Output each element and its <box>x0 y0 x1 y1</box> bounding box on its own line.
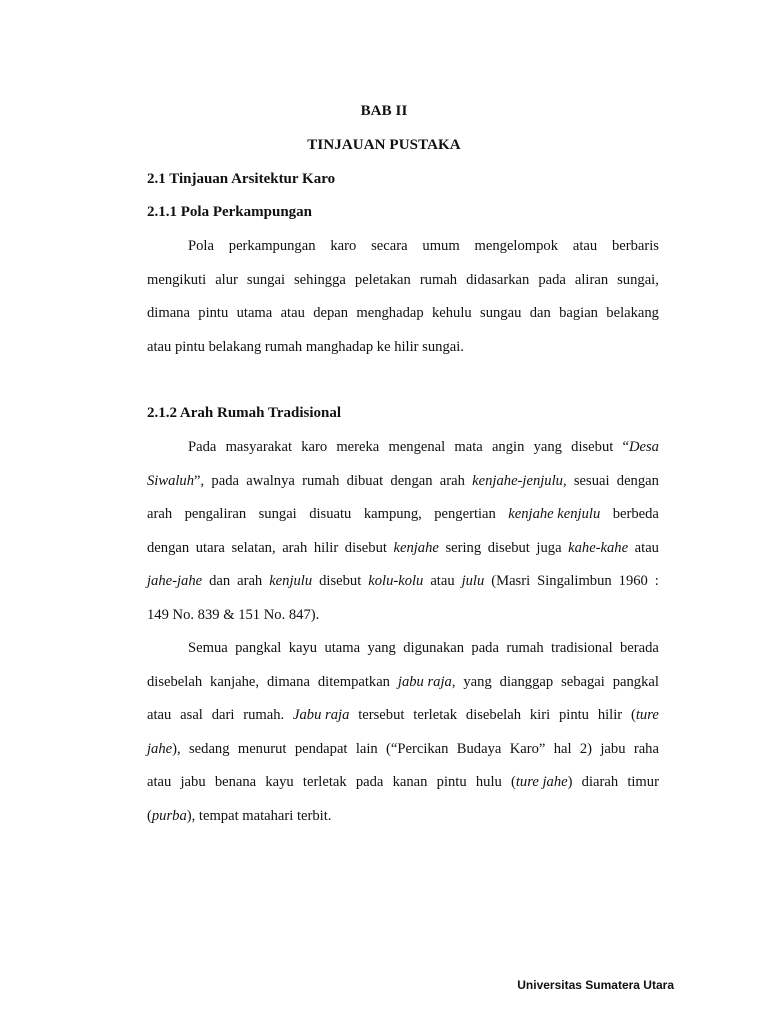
word: pengaliran <box>184 506 247 523</box>
word: mengikuti <box>147 271 207 288</box>
word: arah <box>237 573 263 590</box>
text-line <box>147 605 659 639</box>
word: terletak <box>413 707 458 724</box>
word: sesuai <box>573 472 610 489</box>
word: dengan <box>616 472 659 489</box>
text-run: , <box>451 673 456 690</box>
text-line <box>147 772 659 806</box>
word: atau <box>280 305 305 322</box>
word: benana <box>214 774 257 791</box>
word: Karo” <box>509 740 546 757</box>
word: karo <box>301 439 328 455</box>
word: jabu <box>180 774 206 791</box>
italic-term: Desa <box>628 439 659 455</box>
word: Singalimbun <box>537 573 612 590</box>
text-run: , <box>562 472 567 489</box>
word: digunakan <box>403 640 465 656</box>
word: rumah <box>302 472 340 489</box>
word: : <box>654 573 659 590</box>
word: terletak <box>302 774 347 791</box>
word: selatan, <box>231 539 276 556</box>
word: depan <box>313 305 349 322</box>
word: belakang <box>606 305 659 322</box>
word: berbaris <box>611 238 659 254</box>
word: pada <box>355 774 384 791</box>
word: angin <box>491 439 525 455</box>
word: 1960 <box>618 573 648 590</box>
section-heading-2-1-2: 2.1.2 Arah Rumah Tradisional <box>147 405 342 421</box>
text-line <box>147 236 659 270</box>
italic-term: jabu raja <box>397 673 452 690</box>
word: disuatu <box>309 506 352 523</box>
word: disebut <box>344 539 387 556</box>
word: yang <box>463 673 492 690</box>
word: sungai, <box>617 271 659 288</box>
text-line <box>147 270 659 304</box>
text-line <box>147 571 659 605</box>
italic-term: Siwaluh <box>147 472 195 489</box>
word: masyarakat <box>225 439 293 455</box>
italic-term: kenjahe kenjulu <box>508 506 601 523</box>
word: dan <box>209 573 231 590</box>
word: lain <box>355 740 378 757</box>
chapter-title: TINJAUAN PUSTAKA <box>307 137 461 153</box>
word: sebagai <box>561 673 605 690</box>
word: atau <box>634 539 659 556</box>
italic-term: kenjahe-jenjulu <box>472 472 563 489</box>
italic-term: jahe-jahe <box>147 573 203 590</box>
text-line <box>147 437 659 471</box>
word: disebelah <box>147 673 203 690</box>
word: awalnya <box>246 472 295 489</box>
word: perkampungan <box>228 238 316 254</box>
word: pangkal <box>612 673 659 690</box>
word: hilir <box>313 539 339 556</box>
word <box>398 672 456 706</box>
italic-term: ture jahe <box>515 774 568 791</box>
italic-term: kenjulu <box>269 573 313 590</box>
word: timur <box>627 774 659 791</box>
paragraph-pola-perkampungan <box>147 236 659 370</box>
word: (purba), tempat matahari terbit. <box>147 807 332 824</box>
word: mereka <box>336 439 380 455</box>
text-run: ), tempat matahari terbit. <box>186 807 332 824</box>
word: (ture jahe) <box>510 774 573 791</box>
word: yang <box>533 439 562 455</box>
word: pada <box>471 640 499 656</box>
italic-term: Jabu raja <box>293 707 350 724</box>
word: disebut <box>319 573 362 590</box>
text-line <box>147 504 659 538</box>
italic-term: ture <box>635 707 659 724</box>
word: atau <box>572 238 598 254</box>
chapter-number: BAB II <box>360 103 408 119</box>
word: kanan <box>392 774 428 791</box>
text-line <box>147 471 659 505</box>
word: kayu <box>265 774 294 791</box>
word: menurut <box>237 740 287 757</box>
word: sedang <box>188 740 230 757</box>
text-run: ) <box>567 774 573 791</box>
word: disebelah <box>465 707 522 724</box>
word: rumah <box>506 640 544 656</box>
word: disebut <box>487 539 530 556</box>
word: mengelompok <box>474 238 559 254</box>
word: secara <box>371 238 408 254</box>
word: atau <box>147 707 172 724</box>
word: dibuat <box>346 472 384 489</box>
word <box>147 739 181 773</box>
section-heading-2-1-1: 2.1.1 Pola Perkampungan <box>147 204 313 220</box>
text-run: ”, <box>194 472 205 489</box>
word: Budaya <box>456 740 502 757</box>
word: bagian <box>559 305 598 322</box>
word: pintu <box>436 774 467 791</box>
word: pangkal <box>235 640 282 656</box>
word: kanjahe, <box>210 673 260 690</box>
word: hulu <box>475 774 502 791</box>
word: sungai <box>246 271 285 288</box>
italic-term: jahe <box>147 740 173 757</box>
text-line <box>147 806 659 840</box>
word <box>147 471 204 505</box>
word: juga <box>536 539 562 556</box>
word: berbeda <box>612 506 659 523</box>
word: berada <box>620 640 659 656</box>
word: mengenal <box>388 439 446 455</box>
word: pengertian <box>434 506 496 523</box>
word: diarah <box>581 774 619 791</box>
word: tersebut <box>358 707 405 724</box>
word: asal <box>180 707 203 724</box>
word: tradisional <box>551 640 613 656</box>
text-line <box>147 638 659 672</box>
word: Pola <box>188 238 214 254</box>
word: dimana <box>147 305 190 322</box>
footer-university: Universitas Sumatera Utara <box>517 978 674 992</box>
italic-term: kenjahe <box>393 539 439 556</box>
word: Pada <box>188 439 217 455</box>
word: “Desa <box>622 439 659 455</box>
word: yang <box>367 640 396 656</box>
word: disebut <box>571 439 614 455</box>
word: hal <box>553 740 572 757</box>
italic-term: purba <box>151 807 187 824</box>
word: rumah. <box>243 707 285 724</box>
italic-term: kahe-kahe <box>568 539 629 556</box>
word: utama <box>324 640 361 656</box>
word: pintu <box>198 305 229 322</box>
word: umum <box>422 238 460 254</box>
section-heading-2-1: 2.1 Tinjauan Arsitektur Karo <box>147 171 336 187</box>
word: kehulu <box>431 305 472 322</box>
word: 149 No. 839 & 151 No. 847). <box>147 606 320 623</box>
word: Semua <box>188 640 228 656</box>
word: didasarkan <box>466 271 530 288</box>
word: jabu <box>600 740 626 757</box>
word: dengan <box>390 472 433 489</box>
word <box>472 471 566 505</box>
word: mata <box>454 439 483 455</box>
word: atau pintu belakang rumah manghadap ke hilir sungai. <box>147 338 464 355</box>
word: peletakan <box>354 271 411 288</box>
text-line <box>147 337 659 371</box>
word: utama <box>236 305 273 322</box>
word: atau <box>147 774 172 791</box>
word: dan <box>529 305 551 322</box>
word: sehingga <box>294 271 346 288</box>
word: 2) <box>579 740 593 757</box>
word: sering <box>445 539 482 556</box>
word: kayu <box>288 640 318 656</box>
text-line <box>147 705 659 739</box>
word: sungai <box>258 506 297 523</box>
word: hilir <box>597 707 623 724</box>
word: (ture <box>631 707 659 724</box>
word: pada <box>538 271 566 288</box>
paragraph-arah-rumah <box>147 437 659 639</box>
text-line <box>147 739 659 773</box>
word: kampung, <box>363 506 422 523</box>
word: dianggap <box>499 673 554 690</box>
word: arah <box>147 506 173 523</box>
italic-term: julu <box>461 573 485 590</box>
word: pintu <box>558 707 589 724</box>
word: ditempatkan <box>317 673 390 690</box>
word: dimana <box>266 673 310 690</box>
word: utara <box>195 539 225 556</box>
word: dengan <box>147 539 190 556</box>
word: rumah <box>419 271 458 288</box>
text-line <box>147 538 659 572</box>
word: arah <box>439 472 465 489</box>
word: pendapat <box>294 740 348 757</box>
word: aliran <box>574 271 609 288</box>
word: menghadap <box>356 305 424 322</box>
text-line <box>147 303 659 337</box>
word: karo <box>330 238 357 254</box>
word: (Masri <box>491 573 531 590</box>
text-line <box>147 672 659 706</box>
text-run: ), <box>172 740 181 757</box>
word: kiri <box>529 707 551 724</box>
word: (“Percikan <box>386 740 449 757</box>
word: pada <box>211 472 239 489</box>
word: dari <box>211 707 235 724</box>
italic-term: kolu-kolu <box>368 573 424 590</box>
word: arah <box>282 539 308 556</box>
word: alur <box>215 271 238 288</box>
word: raha <box>633 740 659 757</box>
word: sungau <box>480 305 522 322</box>
paragraph-pangkal-kayu <box>147 638 659 840</box>
word: atau <box>430 573 455 590</box>
